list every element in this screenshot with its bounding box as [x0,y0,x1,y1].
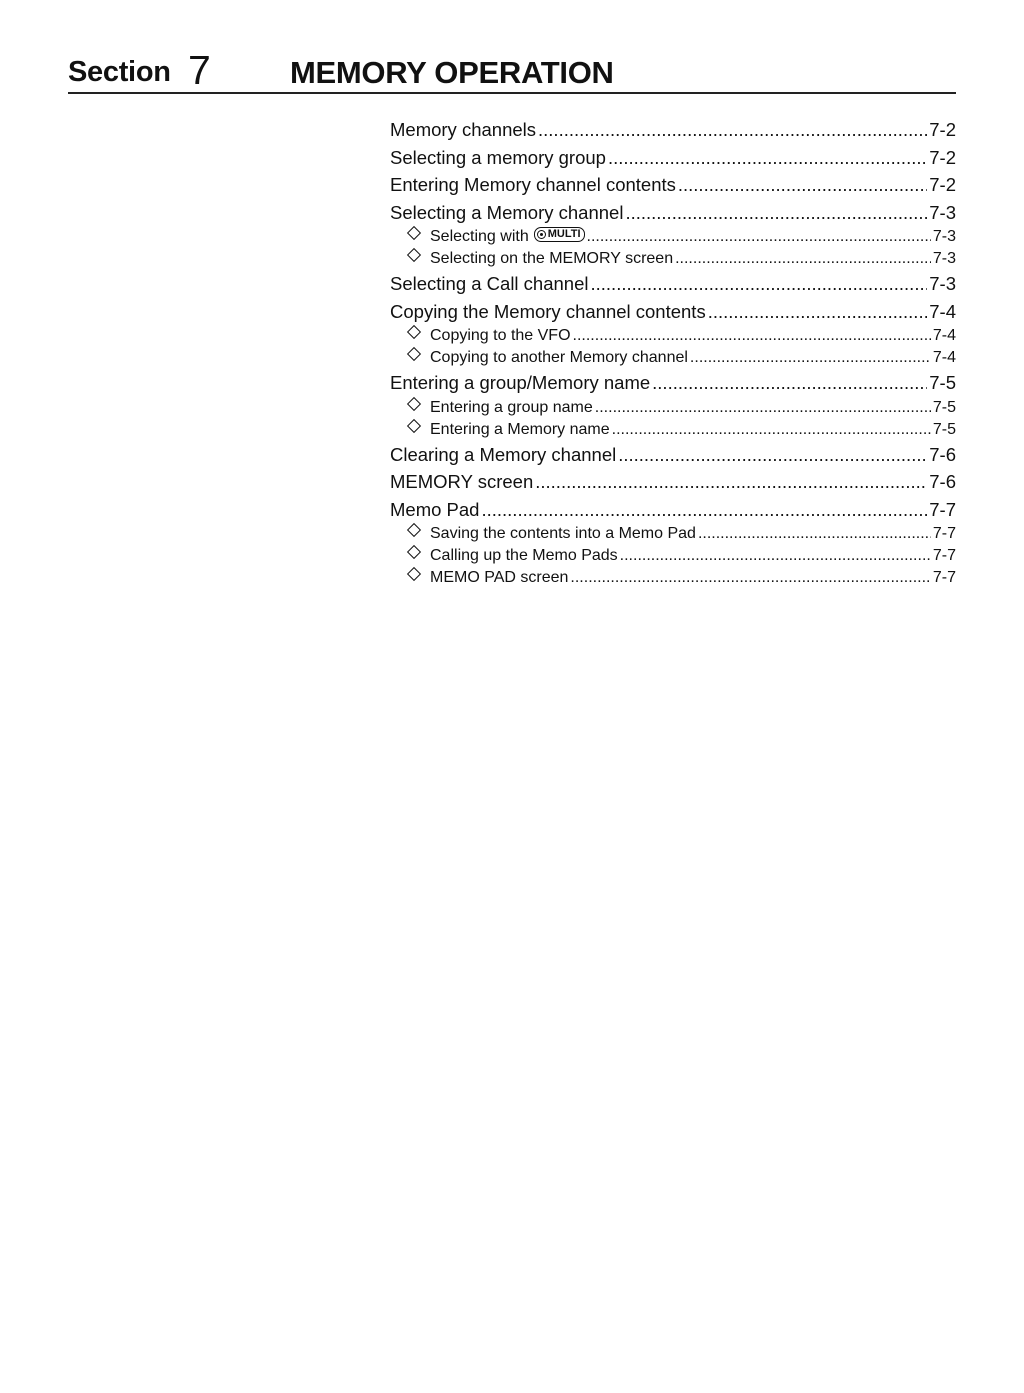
toc-entry[interactable] [390,171,956,199]
toc-entry-title: Calling up the Memo Pads [430,547,618,564]
toc-page-number: 7-5 [929,372,956,393]
toc-entry-title: Selecting on the MEMORY screen [430,250,674,267]
diamond-bullet-icon [407,325,421,339]
toc-page-number: 7-3 [929,201,956,223]
dot-leader [652,369,927,397]
toc-entry[interactable] [390,441,956,469]
section-title: MEMORY OPERATION [290,55,614,90]
dot-leader [612,419,931,441]
toc-page-number: 7-7 [929,498,956,520]
toc-page-number: 7-6 [929,443,956,465]
section-header [68,46,956,94]
dot-leader [608,144,927,172]
toc-entry-title: Entering a Memory name [430,420,610,438]
diamond-bullet-icon [407,523,421,537]
table-of-contents [390,116,956,589]
section-label: Section [68,56,171,88]
toc-entry-title: Entering a group name [430,398,593,416]
toc-page-number: 7-6 [929,471,956,492]
multi-key-icon [534,227,585,242]
toc-subentry[interactable] [390,523,956,545]
section-number: 7 [188,47,211,93]
dot-leader [538,116,927,144]
diamond-bullet-icon [407,418,421,432]
toc-entry[interactable] [390,298,956,326]
toc-entry[interactable] [390,496,956,524]
toc-entry-title: Copying to the VFO [430,327,571,344]
diamond-bullet-icon [407,226,421,240]
toc-page-number: 7-3 [929,273,956,294]
dot-leader [675,248,931,270]
toc-entry-title: Selecting with [430,228,529,245]
toc-entry-title: Copying the Memory channel contents [390,300,706,322]
dot-leader [535,468,927,496]
toc-entry[interactable] [390,116,956,144]
toc-page-number: 7-3 [932,228,956,245]
toc-entry-title: Entering Memory channel contents [390,174,676,195]
toc-entry-title: Entering a group/Memory name [390,372,651,393]
toc-entry-title: Copying to another Memory channel [430,349,688,366]
toc-entry-title: Selecting a Memory channel [390,201,624,223]
toc-subentry[interactable] [390,325,956,347]
toc-entry[interactable] [390,468,956,496]
toc-entry-title: Selecting a Call channel [390,273,589,294]
diamond-bullet-icon [407,396,421,410]
dot-leader [620,545,931,567]
key-label: MULTI [547,228,581,240]
toc-page-number: 7-7 [932,569,956,586]
dot-leader [678,171,927,199]
toc-page-number: 7-3 [932,250,956,267]
toc-page-number: 7-2 [929,174,956,195]
toc-entry-title: Clearing a Memory channel [390,443,617,465]
toc-subentry[interactable] [390,347,956,369]
dot-leader [587,226,931,248]
toc-page-number: 7-2 [929,119,956,140]
toc-subentry[interactable] [390,419,956,441]
dot-leader [708,298,928,326]
diamond-bullet-icon [407,347,421,361]
toc-entry-title: MEMO PAD screen [430,569,569,586]
toc-page-number: 7-7 [932,547,956,564]
diamond-bullet-icon [407,567,421,581]
dot-leader [625,199,927,227]
toc-subentry[interactable] [390,397,956,419]
toc-subentry[interactable] [390,248,956,270]
toc-entry-title: Selecting a memory group [390,146,606,168]
toc-entry-title: Memory channels [390,119,537,140]
toc-subentry[interactable] [390,226,956,248]
toc-subentry[interactable] [390,567,956,589]
toc-subentry[interactable] [390,545,956,567]
toc-page-number: 7-2 [929,146,956,168]
dot-leader [698,523,931,545]
diamond-bullet-icon [407,248,421,262]
dot-leader [573,325,931,347]
dot-leader [570,567,930,589]
toc-page-number: 7-5 [932,398,956,416]
dot-leader [481,496,927,524]
dot-leader [618,441,927,469]
toc-entry[interactable] [390,270,956,298]
dot-leader [591,270,928,298]
toc-page-number: 7-7 [932,525,956,542]
toc-entry[interactable] [390,369,956,397]
toc-entry[interactable] [390,144,956,172]
toc-entry[interactable] [390,199,956,227]
toc-entry-title: MEMORY screen [390,471,534,492]
toc-page-number: 7-5 [932,420,956,438]
dot-leader [595,397,931,419]
toc-entry-title: Saving the contents into a Memo Pad [430,525,696,542]
toc-entry-title: Memo Pad [390,498,480,520]
knob-icon [537,230,546,239]
diamond-bullet-icon [407,545,421,559]
toc-page-number: 7-4 [929,300,956,322]
toc-page-number: 7-4 [932,327,956,344]
dot-leader [690,347,931,369]
toc-page-number: 7-4 [932,349,956,366]
